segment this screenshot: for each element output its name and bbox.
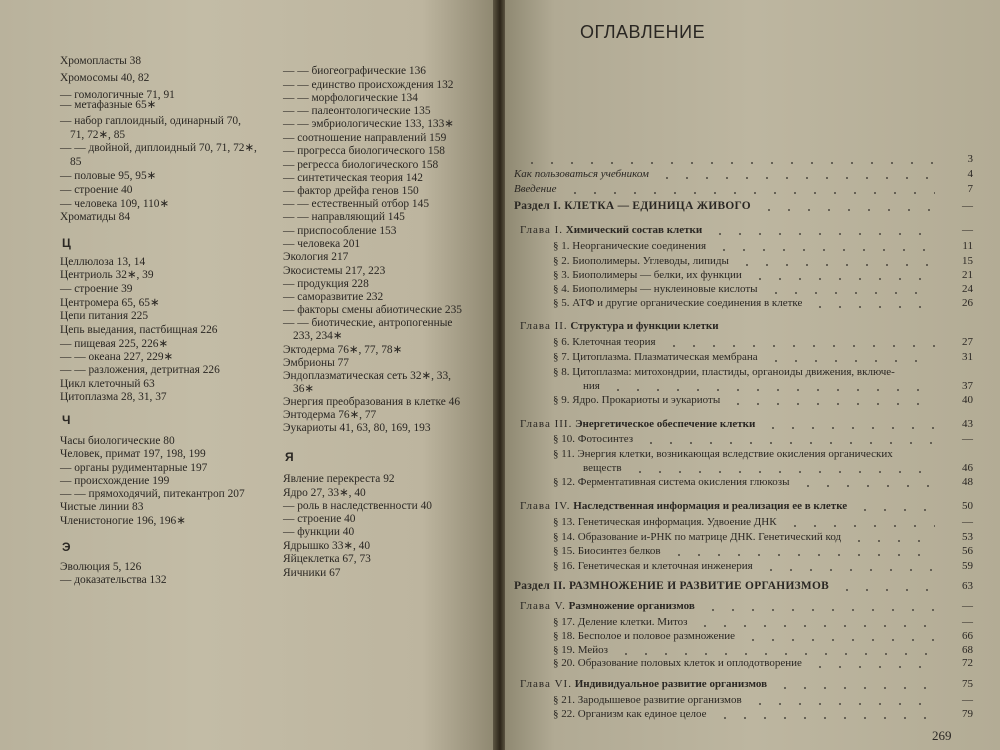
toc-page-number: — [962, 516, 973, 528]
toc-chapter [520, 678, 767, 691]
index-entry: — — биотические, антропогенные [283, 317, 453, 329]
toc-entry-continued: ния [583, 380, 600, 392]
index-entry: Яйцеклетка 67, 73 [283, 553, 371, 565]
chapter-label: Глава IV. [520, 500, 571, 512]
toc-paragraph: § 1. Неорганические соединения [553, 240, 707, 252]
dot-leader [785, 525, 935, 527]
dot-leader [703, 609, 935, 611]
index-entry: Членистоногие 196, 196∗ [60, 515, 186, 527]
index-entry: — синтетическая теория 142 [283, 172, 423, 184]
index-entry: Экология 217 [283, 251, 349, 263]
toc-chapter [520, 224, 702, 237]
toc-page-number: 15 [962, 255, 973, 267]
index-entry: Целлюлоза 13, 14 [60, 256, 146, 268]
dot-leader [657, 177, 935, 179]
dot-leader [763, 427, 935, 429]
index-entry: 233, 234∗ [293, 330, 343, 342]
toc-page-number: 59 [962, 560, 973, 572]
chapter-title: Наследственная информация и реализация ее в клетке [573, 500, 848, 512]
index-entry: — — естественный отбор 145 [283, 198, 430, 210]
index-entry: — — эмбриологические 133, 133∗ [283, 118, 454, 130]
toc-paragraph: § 14. Образование и-РНК по матрице ДНК. Генетический код [553, 531, 842, 543]
toc-page-number: 21 [962, 269, 973, 281]
index-entry: Часы биологические 80 [60, 435, 175, 447]
dot-leader [766, 360, 935, 362]
index-entry: Эволюция 5, 126 [60, 561, 142, 573]
index-entry: — саморазвитие 232 [283, 291, 384, 303]
toc-paragraph: § 10. Фотосинтез [553, 433, 634, 445]
index-entry: — происхождение 199 [60, 475, 170, 487]
dot-leader [759, 209, 935, 211]
dot-leader [664, 345, 935, 347]
toc-page-number: 3 [967, 153, 973, 165]
dot-leader [761, 569, 935, 571]
chapter-label: Глава II. [520, 320, 568, 332]
toc-paragraph: § 16. Генетическая и клеточная инженерия [553, 560, 753, 572]
dot-leader [750, 278, 935, 280]
index-entry: — строение 39 [60, 283, 133, 295]
toc-paragraph: § 17. Деление клетки. Митоз [553, 616, 688, 628]
index-entry: Хромосомы 40, 82 [60, 72, 150, 84]
toc-page-number: 37 [962, 380, 973, 392]
toc-page-number: — [962, 616, 973, 628]
dot-leader [641, 442, 935, 444]
index-letter-heading: Я [285, 450, 294, 464]
dot-leader [715, 717, 935, 719]
index-letter-heading: Ч [62, 413, 71, 427]
toc-paragraph: § 20. Образование половых клеток и оплодотворение [553, 657, 802, 669]
index-entry: — продукция 228 [283, 278, 369, 290]
dot-leader [565, 192, 935, 194]
dot-leader [710, 233, 935, 235]
chapter-title: Структура и функции клетки [570, 320, 719, 332]
index-entry: — — направляющий 145 [283, 211, 405, 223]
index-entry: Эктодерма 76∗, 77, 78∗ [283, 344, 403, 356]
index-letter-heading: Ц [62, 236, 71, 250]
toc-paragraph: § 15. Биосинтез белков [553, 545, 661, 557]
toc-page-number: 50 [962, 500, 973, 512]
index-entry: Яичники 67 [283, 567, 341, 579]
dot-leader [798, 485, 936, 487]
index-entry: — — морфологические 134 [283, 92, 418, 104]
index-entry: — гомологичные 71, 91 [60, 89, 175, 101]
toc-entry: Как пользоваться учебником [514, 168, 649, 180]
index-entry: — — двойной, диплоидный 70, 71, 72∗, [60, 142, 257, 154]
index-entry: Цитоплазма 28, 31, 37 [60, 391, 167, 403]
toc-paragraph: § 3. Биополимеры — белки, их функции [553, 269, 742, 281]
index-entry: Цикл клеточный 63 [60, 378, 155, 390]
index-entry: 36∗ [293, 383, 314, 395]
toc-page-number: — [962, 600, 973, 612]
index-entry: Экосистемы 217, 223 [283, 265, 386, 277]
dot-leader [766, 292, 935, 294]
index-entry: — — прямоходячий, питекантроп 207 [60, 488, 245, 500]
toc-page-number: — [962, 224, 973, 236]
chapter-title: Индивидуальное развитие организмов [574, 678, 768, 690]
toc-page-number: 63 [962, 580, 973, 592]
toc-page-number: 4 [967, 168, 973, 180]
dot-leader [695, 625, 935, 627]
index-entry: — метафазные 65∗ [60, 99, 157, 111]
index-entry: — функции 40 [283, 526, 355, 538]
toc-page-number: — [962, 694, 973, 706]
index-entry: — набор гаплоидный, одинарный 70, [60, 115, 241, 127]
toc-page-number: 24 [962, 283, 973, 295]
toc-page-number: 48 [962, 476, 973, 488]
toc-page-number: 56 [962, 545, 973, 557]
toc-page-number: 68 [962, 644, 973, 656]
index-entry: Цепи питания 225 [60, 310, 149, 322]
dot-leader [810, 306, 935, 308]
toc-paragraph: § 19. Мейоз [553, 644, 608, 656]
dot-leader [714, 249, 935, 251]
toc-paragraph: § 12. Ферментативная система окисления глюкозы [553, 476, 790, 488]
dot-leader [743, 639, 935, 641]
index-entry: — соотношение направлений 159 [283, 132, 447, 144]
toc-page-number: — [962, 200, 973, 212]
chapter-label: Глава I. [520, 224, 563, 236]
index-entry: — прогресса биологического 158 [283, 145, 445, 157]
index-entry: Центриоль 32∗, 39 [60, 269, 154, 281]
toc-entry-continued: веществ [583, 462, 622, 474]
index-entry: — доказательства 132 [60, 574, 167, 586]
index-entry: — регресса биологического 158 [283, 159, 439, 171]
toc-paragraph: § 11. Энергия клетки, возникающая вследствие окисления органических [553, 448, 893, 460]
index-entry: — — палеонтологические 135 [283, 105, 431, 117]
toc-page-number: 11 [962, 240, 973, 252]
index-entry: — — единство происхождения 132 [283, 79, 454, 91]
index-entry: Эукариоты 41, 63, 80, 169, 193 [283, 422, 431, 434]
toc-page-number: 66 [962, 630, 973, 642]
index-entry: — строение 40 [283, 513, 356, 525]
index-entry: 85 [70, 156, 82, 168]
dot-leader [630, 471, 935, 473]
dot-leader [837, 589, 935, 591]
dot-leader [855, 509, 935, 511]
chapter-title: Химический состав клетки [565, 224, 703, 236]
index-entry: — — биогеографические 136 [283, 65, 426, 77]
index-entry: Цепь выедания, пастбищная 226 [60, 324, 218, 336]
toc-chapter [520, 500, 847, 513]
chapter-label: Глава III. [520, 418, 573, 430]
index-entry: — строение 40 [60, 184, 133, 196]
toc-paragraph: § 22. Организм как единое целое [553, 708, 707, 720]
toc-paragraph: § 18. Бесполое и половое размножение [553, 630, 735, 642]
toc-paragraph: § 6. Клеточная теория [553, 336, 656, 348]
toc-page-number: 43 [962, 418, 973, 430]
index-entry: — — разложения, детритная 226 [60, 364, 220, 376]
toc-page-number: 46 [962, 462, 973, 474]
index-entry: — человека 201 [283, 238, 361, 250]
toc-paragraph: § 13. Генетическая информация. Удвоение ДНК [553, 516, 777, 528]
toc-chapter [520, 418, 755, 431]
toc-page-number: 27 [962, 336, 973, 348]
toc-page-number: 79 [962, 708, 973, 720]
dot-leader [669, 554, 935, 556]
chapter-title: Размножение организмов [568, 600, 695, 612]
toc-entry: Введение [514, 183, 557, 195]
index-entry: — приспособление 153 [283, 225, 397, 237]
toc-page-number: 72 [962, 657, 973, 669]
index-entry: — органы рудиментарные 197 [60, 462, 208, 474]
index-entry: — факторы смены абиотические 235 [283, 304, 463, 316]
index-entry: Человек, примат 197, 198, 199 [60, 448, 206, 460]
dot-leader [728, 403, 935, 405]
toc-page-number: 40 [962, 394, 973, 406]
index-entry: Ядро 27, 33∗, 40 [283, 487, 366, 499]
index-entry: Ядрышко 33∗, 40 [283, 540, 371, 552]
index-entry: Хромопласты 38 [60, 55, 142, 67]
toc-page-number: 7 [967, 183, 973, 195]
chapter-label: Глава V. [520, 600, 566, 612]
toc-paragraph: § 21. Зародышевое развитие организмов [553, 694, 742, 706]
toc-page-number: 31 [962, 351, 973, 363]
index-entry: Хроматиды 84 [60, 211, 131, 223]
toc-paragraph: § 5. АТФ и другие органические соединения в клетке [553, 297, 803, 309]
dot-leader [522, 162, 935, 164]
dot-leader [608, 389, 935, 391]
chapter-label: Глава VI. [520, 678, 572, 690]
index-entry: Энтодерма 76∗, 77 [283, 409, 377, 421]
toc-paragraph: § 4. Биополимеры — нуклеиновые кислоты [553, 283, 758, 295]
dot-leader [849, 540, 935, 542]
toc-paragraph: § 8. Цитоплазма: митохондрии, пластиды, органоиды движения, включе- [553, 366, 895, 378]
toc-chapter [520, 600, 695, 613]
index-entry: — — океана 227, 229∗ [60, 351, 174, 363]
index-entry: — роль в наследственности 40 [283, 500, 432, 512]
index-entry: Эмбрионы 77 [283, 357, 349, 369]
dot-leader [737, 264, 935, 266]
toc-page-number: 26 [962, 297, 973, 309]
toc-paragraph: § 2. Биополимеры. Углеводы, липиды [553, 255, 729, 267]
index-entry: Эндоплазматическая сеть 32∗, 33, [283, 370, 452, 382]
page-number: 269 [932, 728, 952, 743]
toc-paragraph: § 9. Ядро. Прокариоты и эукариоты [553, 394, 721, 406]
toc-chapter [520, 320, 719, 333]
dot-leader [750, 703, 935, 705]
dot-leader [810, 666, 935, 668]
toc-page-number: 75 [962, 678, 973, 690]
index-entry: Энергия преобразования в клетке 46 [283, 396, 461, 408]
toc-section: Раздел I. КЛЕТКА — ЕДИНИЦА ЖИВОГО [514, 200, 751, 212]
chapter-title: Энергетическое обеспечение клетки [575, 418, 756, 430]
dot-leader [616, 653, 935, 655]
toc-page-number: — [962, 433, 973, 445]
toc-page-number: 53 [962, 531, 973, 543]
toc-section: Раздел II. РАЗМНОЖЕНИЕ И РАЗВИТИЕ ОРГАНИЗМОВ [514, 580, 830, 592]
toc-paragraph: § 7. Цитоплазма. Плазматическая мембрана [553, 351, 758, 363]
index-entry: — пищевая 225, 226∗ [60, 338, 169, 350]
index-letter-heading: Э [62, 540, 71, 554]
index-entry: — половые 95, 95∗ [60, 170, 157, 182]
index-entry: 71, 72∗, 85 [70, 129, 126, 141]
index-entry: Чистые линии 83 [60, 501, 144, 513]
page-title: ОГЛАВЛЕНИЕ [580, 22, 706, 42]
index-entry: Центромера 65, 65∗ [60, 297, 160, 309]
index-entry: Явление перекреста 92 [283, 473, 395, 485]
dot-leader [775, 687, 935, 689]
index-entry: — человека 109, 110∗ [60, 198, 170, 210]
index-entry: — фактор дрейфа генов 150 [283, 185, 419, 197]
